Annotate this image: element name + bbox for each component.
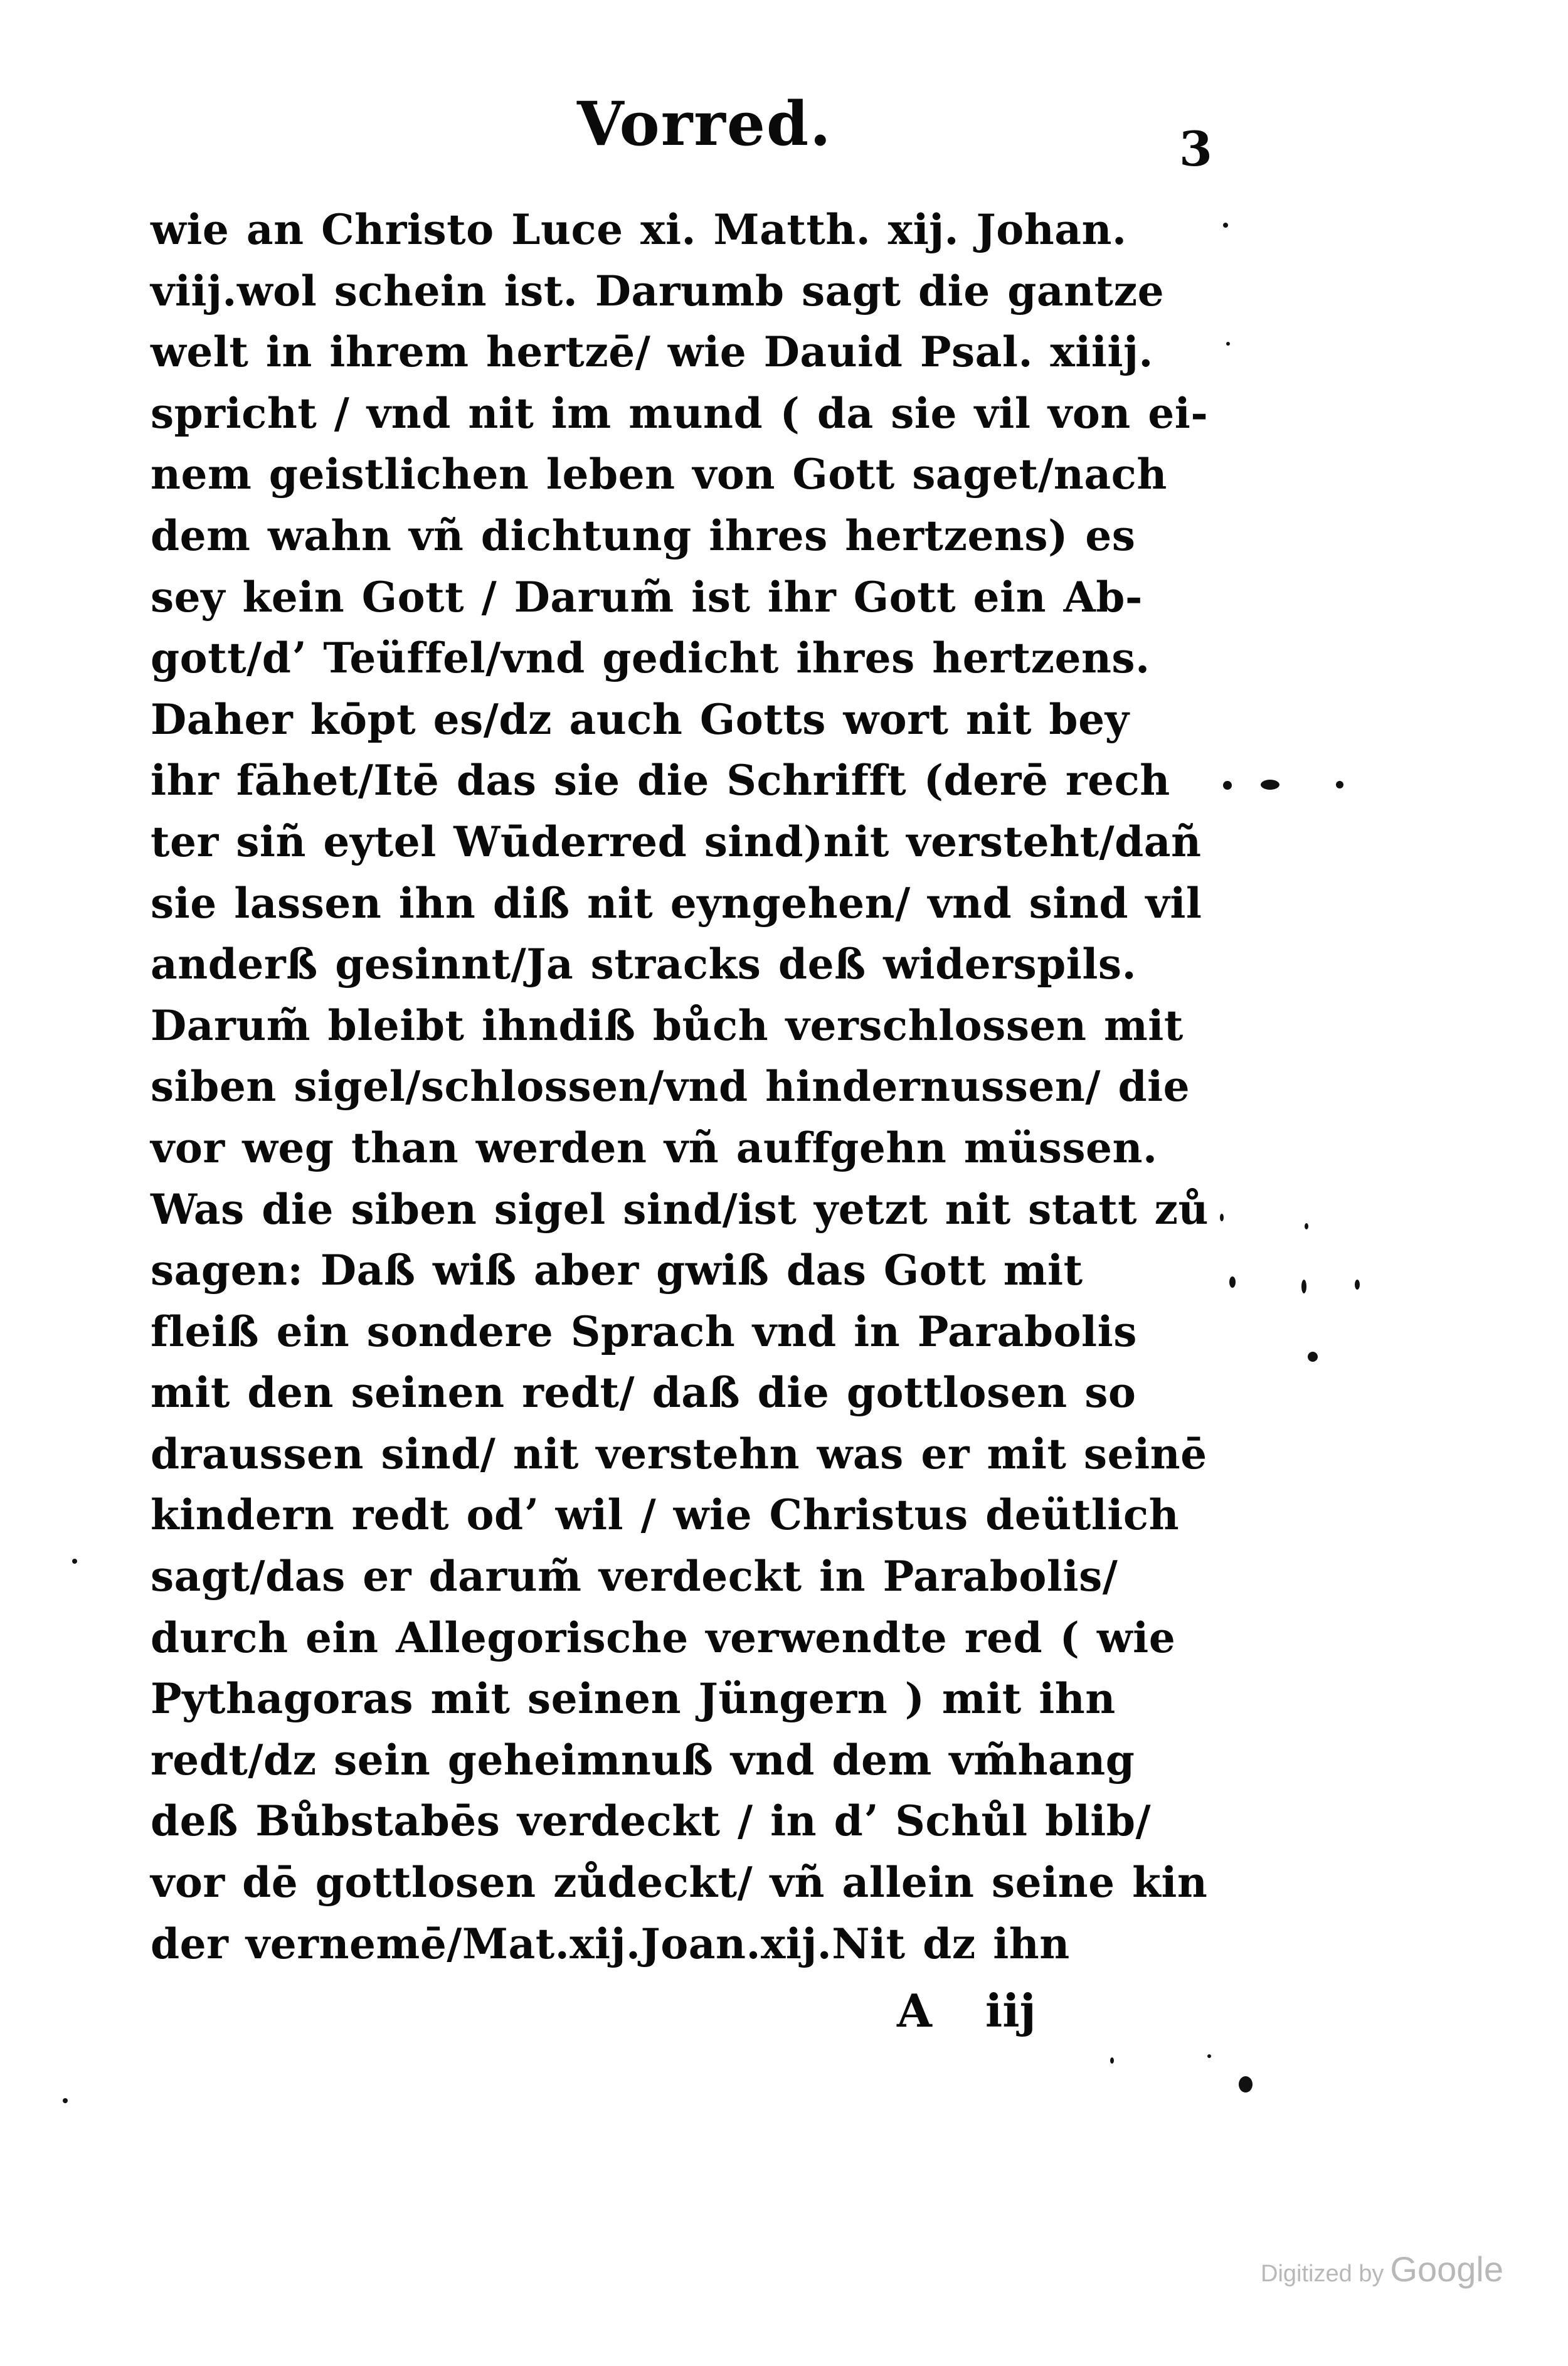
text-line: Was die siben sigel sind/ist yetzt nit statt zů [151, 1184, 1209, 1234]
digitized-by-google-watermark [1261, 2249, 1503, 2289]
ink-speck [1223, 223, 1228, 228]
running-head: Vorred. [577, 88, 832, 159]
text-line: durch ein Allegorische verwendte red ( wie [151, 1613, 1176, 1662]
ink-speck [1301, 1280, 1306, 1293]
watermark-prefix: Digitized by [1261, 2261, 1384, 2287]
ink-speck [1336, 781, 1343, 788]
ink-speck [1308, 1352, 1318, 1362]
text-line: Pythagoras mit seinen Jüngern ) mit ihn [151, 1674, 1116, 1724]
ink-speck [72, 1559, 77, 1564]
text-line: redt/dz sein geheimnuß vnd dem vm̃hang [151, 1735, 1135, 1785]
ink-speck [1220, 1214, 1224, 1221]
signature-mark: A iij [897, 1984, 1036, 2037]
text-line: der vernemē/Mat.xij.Joan.xij.Nit dz ihn [151, 1919, 1070, 1968]
body-text [151, 199, 1217, 1975]
text-line: gott/dʼ Teüffel/vnd gedicht ihres hertzens. [151, 634, 1150, 683]
ink-speck [1110, 2057, 1114, 2064]
page-number: 3 [1179, 121, 1212, 177]
text-line: sie lassen ihn diß nit eyngehen/ vnd sind vil [151, 878, 1202, 928]
ink-speck [1229, 1276, 1236, 1288]
text-line: welt in ihrem hertzē/ wie Dauid Psal. xiiij. [151, 327, 1153, 377]
text-line: dem wahn vñ dichtung ihres hertzens) es [151, 511, 1136, 560]
text-line: mit den seinen redt/ daß die gottlosen so [151, 1368, 1136, 1418]
text-line: spricht / vnd nit im mund ( da sie vil von ei- [151, 388, 1209, 438]
text-line: anderß gesinnt/Ja stracks deß widerspils. [151, 940, 1137, 989]
ink-speck [1305, 1223, 1308, 1229]
text-line: Daher kōpt es/dz auch Gotts wort nit bey [151, 694, 1130, 744]
text-line: vor weg than werden vñ auffgehn müssen. [151, 1123, 1158, 1172]
ink-speck [1207, 2054, 1211, 2058]
text-line: ihr fāhet/Itē das sie die Schrifft (derē rech [151, 756, 1170, 805]
ink-speck [1223, 781, 1232, 790]
ink-speck [1226, 342, 1230, 346]
text-line: siben sigel/schlossen/vnd hindernussen/ die [151, 1062, 1190, 1111]
text-line: vor dē gottlosen zůdeckt/ vñ allein seine kin [151, 1858, 1208, 1907]
ink-speck [1239, 2076, 1253, 2093]
text-line: sey kein Gott / Darum̃ ist ihr Gott ein Ab- [151, 572, 1143, 622]
text-line: nem geistlichen leben von Gott saget/nach [151, 450, 1167, 499]
text-line: kindern redt odʼ wil / wie Christus deütlich [151, 1490, 1180, 1540]
text-line: ter siñ eytel Wūderred sind)nit versteht/dañ [151, 817, 1202, 866]
text-line: fleiß ein sondere Sprach vnd in Parabolis [151, 1307, 1137, 1356]
watermark-brand: Google [1390, 2249, 1503, 2289]
text-line: Darum̃ bleibt ihndiß bůch verschlossen mit [151, 1000, 1184, 1050]
text-line: sagen: Daß wiß aber gwiß das Gott mit [151, 1246, 1083, 1295]
text-line: wie an Christo Luce xi. Matth. xij. Johan. [151, 205, 1127, 254]
text-line: viij.wol schein ist. Darumb sagt die gantze [151, 266, 1165, 316]
ink-speck [1355, 1280, 1360, 1290]
ink-speck [63, 2098, 68, 2103]
text-line: deß Bůbstabēs verdeckt / in dʼ Schůl blib/ [151, 1796, 1152, 1846]
text-line: sagt/das er darum̃ verdeckt in Parabolis/ [151, 1552, 1118, 1601]
ink-speck [1261, 780, 1279, 790]
text-line: draussen sind/ nit verstehn was er mit seinē [151, 1429, 1207, 1478]
